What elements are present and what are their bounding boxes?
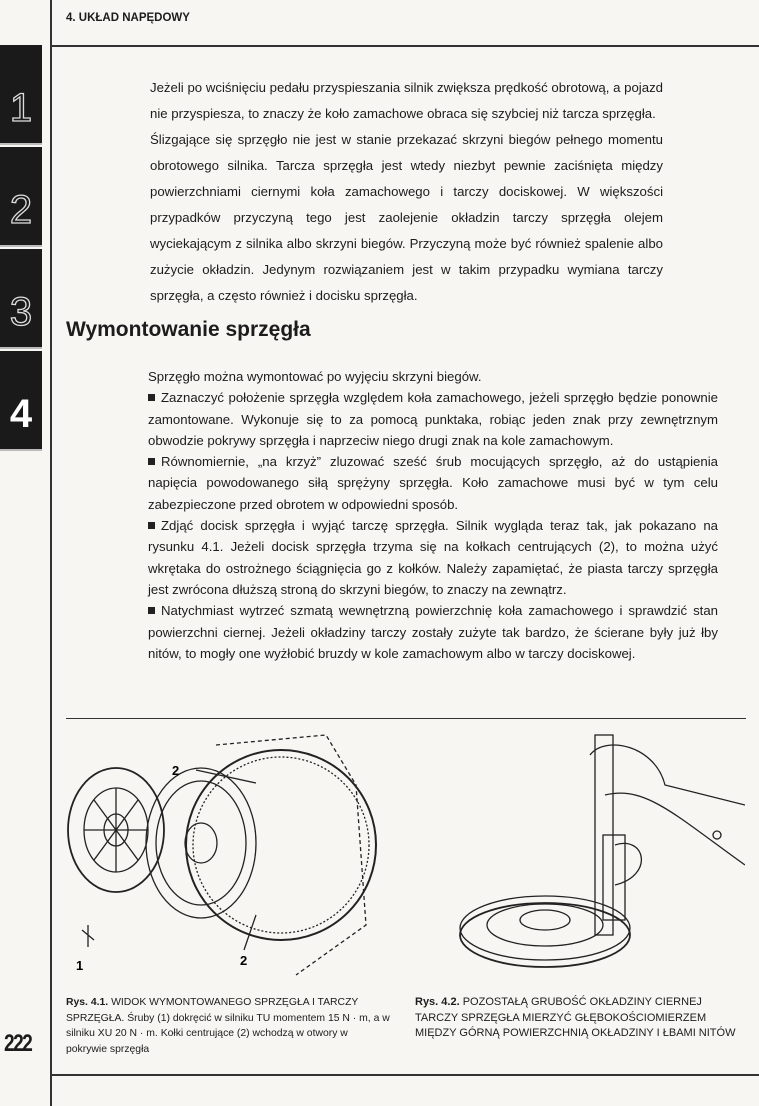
chapter-tab-4-active: 4 [0,351,42,451]
intro-paragraph-2: Ślizgające się sprzęgło nie jest w stanie przekazać skrzyni biegów pełnego momentu obrotowego silnika. Tarcza sprzęgła jest wtedy niezbyt pewnie zaciśnięta między powierzchniami ciernymi koła zamachowego i tarczy dociskowej. W większości przypadków przyczyną tego jest zaolejenie okładzin tarczy sprzęgła olejem wyciekającym z silnika albo skrzyni biegów. Przyczyną może być również spalenie albo zużycie okładzin. Jedynym rozwiązaniem jest w takim przypadku wymiana tarczy sprzęgła, a często również i docisku sprzęgła. [150,132,663,303]
section-title: Wymontowanie sprzęgła [66,318,311,341]
bullet-square-icon [148,522,155,529]
bullet-square-icon [148,607,155,614]
step: Równomiernie, „na krzyż” zluzować sześć śrub mocujących sprzęgło, aż do ustąpienia napięcia powodowanego siłą sprężyny sprzęgła. Koło zamachowe musi być w tym celu zabezpieczone przed obrotem w odpowiedni sposób. [148,454,718,512]
chapter-tab-2: 2 [0,147,42,247]
page-number: 222 [4,1030,32,1057]
chapter-tab-1: 1 [0,45,42,145]
section-lead: Sprzęgło można wymontować po wyjęciu skrzyni biegów. [148,369,482,384]
header-rule [50,45,759,47]
step: Natychmiast wytrzeć szmatą wewnętrzną powierzchnię koła zamachowego i sprawdzić stan powierzchni ciernej. Jeżeli okładziny tarczy zostały zużyte tak bardzo, że ścierane były już łby nitów, to mogły one wyżłobić bruzdy w kole zamachowym albo w tarczy dociskowej. [148,603,718,661]
figure-rule [66,718,746,719]
section-body [148,366,718,664]
callout-label: 2 [240,953,248,968]
depth-gauge-measurement-illustration [455,725,745,985]
clutch-disassembled-illustration [66,725,396,985]
chapter-header: 4. UKŁAD NAPĘDOWY [66,12,190,24]
callout-label: 1 [76,958,84,973]
margin-line [50,0,52,1106]
bullet-square-icon [148,394,155,401]
figure-caption-4-1: Rys. 4.1. WIDOK WYMONTOWANEGO SPRZĘGŁA I TARCZY SPRZĘGŁA. Śruby (1) dokręcić w silniku TU momentem 15 N · m, a w silniku XU 20 N · m. Kołki centrujące (2) wchodzą w otwory w pokrywie sprzęgła [66,997,390,1055]
step: Zdjąć docisk sprzęgła i wyjąć tarczę sprzęgła. Silnik wygląda teraz tak, jak pokazano na rysunku 4.1. Jeżeli docisk sprzęgła trzyma się na kołkach centrujących (2), to można użyć wkrętaka do ostrożnego ściągnięcia go z kołków. Należy zapamiętać, że piasta tarczy sprzęgła jest zwrócona dłuższą stroną do skrzyni biegów, to znaczy na zewnątrz. [148,518,718,597]
intro-text [150,75,663,309]
step: Zaznaczyć położenie sprzęgła względem koła zamachowego, jeżeli sprzęgło będzie ponownie zamontowane. Wykonuje się to za pomocą punktaka, robiąc jeden znak przy zewnętrznym obwodzie pokrywy sprzęgła i naprzeciw niego drugi znak na kole zamachowym. [148,390,718,448]
intro-paragraph: Jeżeli po wciśnięciu pedału przyspieszania silnik zwiększa prędkość obrotową, a pojazd nie przyspiesza, to znaczy że koło zamachowe obraca się szybciej niż tarcza sprzęgła. [150,80,663,121]
callout-label: 2 [172,763,180,778]
chapter-tab-3: 3 [0,249,42,349]
bullet-square-icon [148,458,155,465]
figure-caption-4-2: Rys. 4.2. POZOSTAŁĄ GRUBOŚĆ OKŁADZINY CIERNEJ TARCZY SPRZĘGŁA MIERZYĆ GŁĘBOKOŚCIOMIERZEM MIĘDZY GÓRNĄ POWIERZCHNIĄ OKŁADZINY I ŁBAMI NITÓW [415,996,736,1039]
footer-rule [50,1074,759,1076]
